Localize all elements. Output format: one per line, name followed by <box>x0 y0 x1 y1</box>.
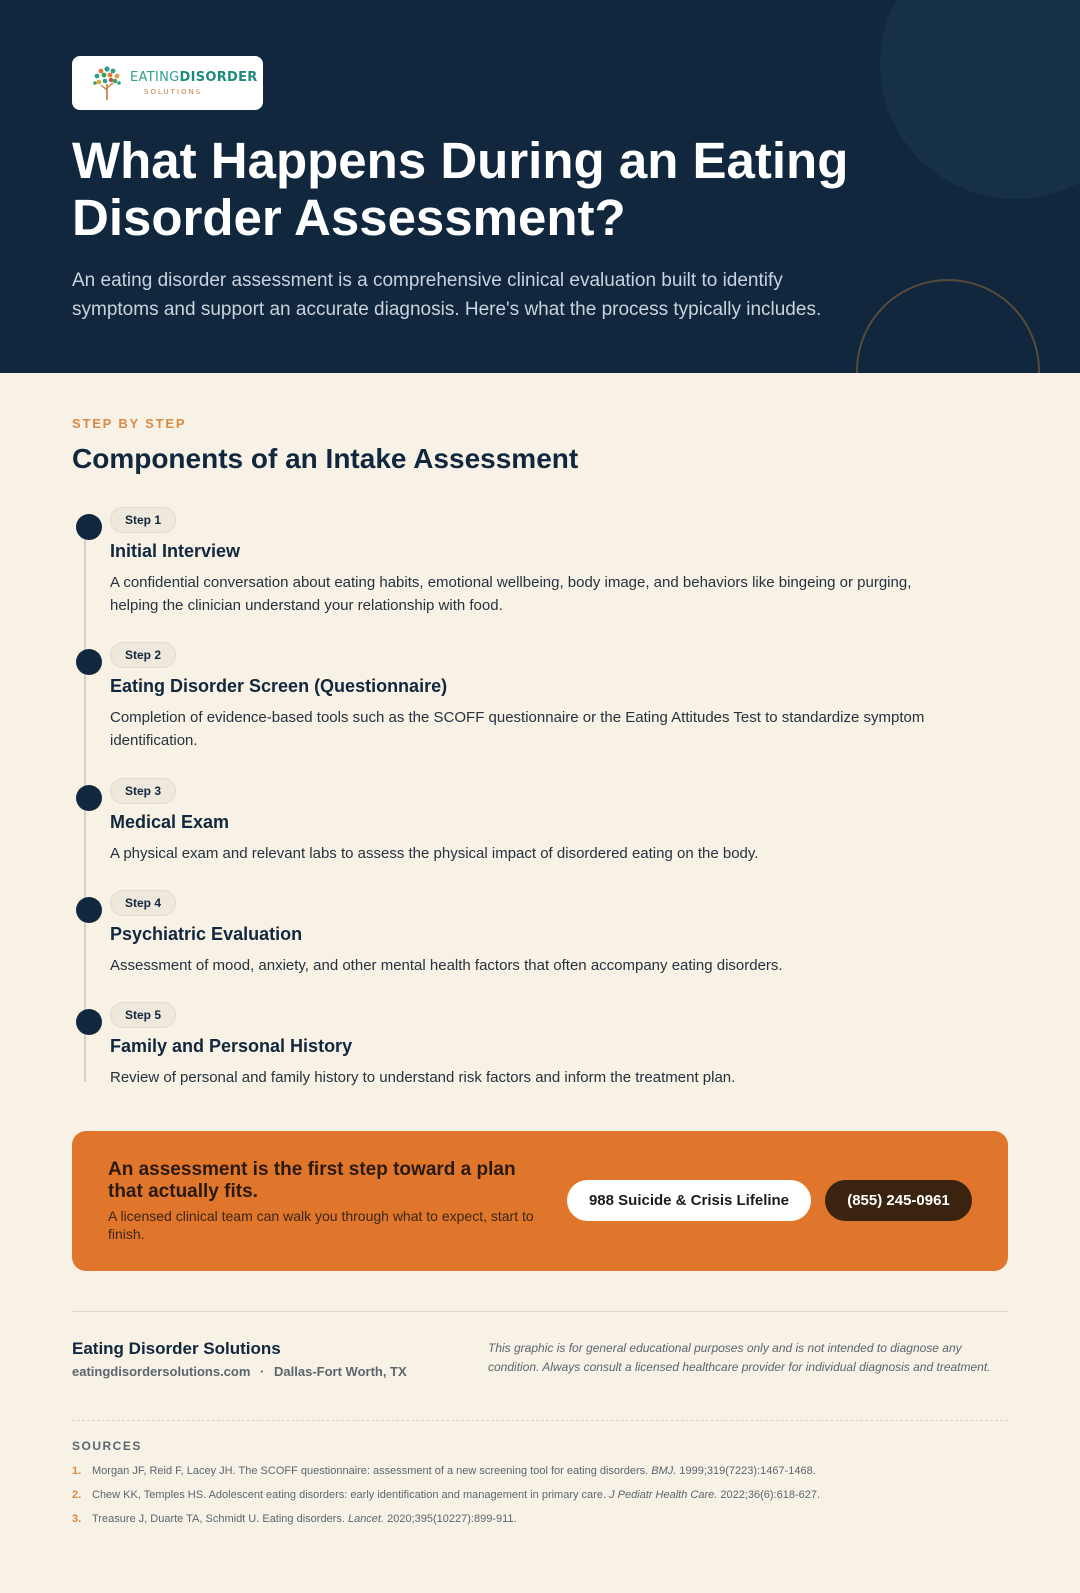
tree-logo-icon <box>90 64 124 102</box>
section-eyebrow: STEP BY STEP <box>72 416 187 431</box>
cta-banner <box>72 1131 1008 1271</box>
step-badge: Step 2 <box>110 642 176 668</box>
citation-number: 1. <box>72 1465 82 1477</box>
meta-separator: · <box>260 1364 265 1379</box>
sources-divider <box>72 1420 1008 1421</box>
brand-logo[interactable] <box>72 56 263 110</box>
hero-banner <box>0 0 1080 373</box>
source-citation <box>72 1489 820 1501</box>
citation-number: 3. <box>72 1513 82 1525</box>
step-badge: Step 5 <box>110 1002 176 1028</box>
step-title: Eating Disorder Screen (Questionnaire) <box>110 676 448 696</box>
step-title: Psychiatric Evaluation <box>110 924 303 944</box>
step-title: Family and Personal History <box>110 1036 353 1056</box>
citation-details: 2020;395(10227):899-911. <box>384 1513 517 1525</box>
step-badge: Step 3 <box>110 778 176 804</box>
logo-wordmark <box>130 70 258 85</box>
citation-journal: J Pediatr Health Care. <box>609 1489 718 1501</box>
step-description: Assessment of mood, anxiety, and other mental health factors that often accompany eating disorders. <box>110 957 783 974</box>
footer-location: Dallas-Fort Worth, TX <box>274 1364 407 1379</box>
citation-journal: Lancet. <box>347 1513 385 1525</box>
step-description: A physical exam and relevant labs to assess the physical impact of disordered eating on the body. <box>110 845 759 862</box>
step-marker <box>76 897 102 923</box>
citation-details: 1999;319(7223):1467-1468. <box>676 1465 816 1477</box>
citation-text: Treasure J, Duarte TA, Schmidt U. Eating disorders. <box>92 1513 348 1525</box>
logo-subtitle: SOLUTIONS <box>144 88 203 96</box>
sources-heading: SOURCES <box>72 1439 142 1453</box>
footer-disclaimer: This graphic is for general educational purposes only and is not intended to diagnose any condition. Always consult a licensed healthcare provider for individual diagnosis and treatment. <box>488 1341 991 1374</box>
step-marker <box>76 1009 102 1035</box>
crisis-lifeline-button[interactable]: 988 Suicide & Crisis Lifeline <box>567 1180 811 1221</box>
step-badge: Step 1 <box>110 507 176 533</box>
step-marker <box>76 785 102 811</box>
decorative-circle <box>880 0 1080 199</box>
step-marker <box>76 514 102 540</box>
footer-divider <box>72 1311 1008 1312</box>
citation-text: Morgan JF, Reid F, Lacey JH. The SCOFF questionnaire: assessment of a new screening tool for eating disorders. <box>92 1465 652 1477</box>
hero-description: An eating disorder assessment is a comprehensive clinical evaluation built to identify symptoms and support an accurate diagnosis. Here's what the process typically includes. <box>72 270 822 320</box>
step-title: Medical Exam <box>110 812 230 832</box>
source-citation <box>72 1465 816 1477</box>
citation-journal: BMJ. <box>651 1465 677 1477</box>
citation-text: Chew KK, Temples HS. Adolescent eating disorders: early identification and management in primary care. <box>92 1489 610 1501</box>
website-link[interactable]: eatingdisordersolutions.com <box>72 1364 251 1379</box>
source-citation <box>72 1513 517 1525</box>
citation-number: 2. <box>72 1489 82 1501</box>
footer-org-name: Eating Disorder Solutions <box>72 1339 281 1358</box>
step-description: Review of personal and family history to understand risk factors and inform the treatment plan. <box>110 1069 736 1086</box>
section-title: Components of an Intake Assessment <box>72 443 579 474</box>
step-description: Completion of evidence-based tools such as the SCOFF questionnaire or the Eating Attitudes Test to standardize symptom identification. <box>110 709 925 749</box>
step-description: A confidential conversation about eating habits, emotional wellbeing, body image, and behaviors like bingeing or purging, helping the clinician understand your relationship with food. <box>110 574 912 614</box>
step-badge: Step 4 <box>110 890 176 916</box>
page-title: What Happens During an Eating Disorder Assessment? <box>72 132 849 246</box>
cta-title: An assessment is the first step toward a plan that actually fits. <box>108 1159 516 1202</box>
step-marker <box>76 649 102 675</box>
citation-details: 2022;36(6):618-627. <box>717 1489 821 1501</box>
step-title: Initial Interview <box>110 541 241 561</box>
logo-word-bold: DISORDER <box>179 70 258 85</box>
decorative-ring <box>856 279 1040 373</box>
phone-call-button[interactable]: (855) 245-0961 <box>825 1180 972 1221</box>
cta-subtitle: A licensed clinical team can walk you through what to expect, start to finish. <box>108 1208 534 1242</box>
logo-word-light: EATING <box>130 70 180 85</box>
footer-meta <box>72 1364 407 1379</box>
